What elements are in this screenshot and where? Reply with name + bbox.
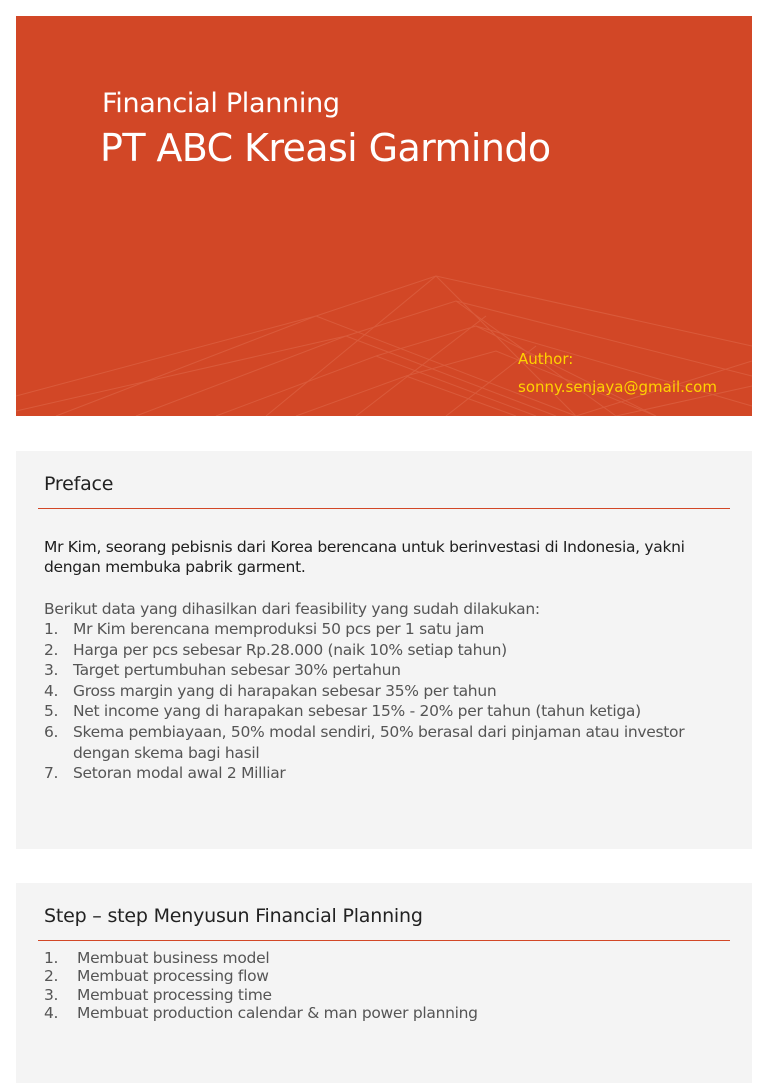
feasibility-list xyxy=(44,619,734,784)
item-number: 4. xyxy=(44,681,59,700)
list-item xyxy=(44,986,734,1004)
steps-list xyxy=(44,949,734,1023)
list-item xyxy=(44,701,734,722)
item-number: 7. xyxy=(44,764,59,783)
list-item xyxy=(44,660,734,681)
item-text: Membuat production calendar & man power planning xyxy=(77,1004,478,1023)
item-text: Membuat business model xyxy=(77,949,270,967)
item-number: 4. xyxy=(44,1004,59,1023)
item-text: Skema pembiayaan, 50% modal sendiri, 50% berasal dari pinjaman atau investor dengan skema bagi hasil xyxy=(73,722,685,762)
list-item xyxy=(44,722,734,763)
intro-paragraph: Mr Kim, seorang pebisnis dari Korea berencana untuk berinvestasi di Indonesia, yakni dengan membuka pabrik garment. xyxy=(44,538,685,576)
list-item xyxy=(44,681,734,702)
title-divider xyxy=(38,508,730,509)
diamond-grid-pattern xyxy=(16,16,752,416)
presentation-subtitle: Financial Planning xyxy=(102,88,340,119)
item-text: Setoran modal awal 2 Milliar xyxy=(73,764,286,783)
item-text: Mr Kim berencana memproduksi 50 pcs per 1 satu jam xyxy=(73,620,485,638)
list-item xyxy=(44,619,734,640)
title-divider xyxy=(38,940,730,941)
item-number: 2. xyxy=(44,967,59,986)
title-slide xyxy=(16,16,752,416)
item-number: 3. xyxy=(44,985,59,1004)
item-number: 1. xyxy=(44,620,59,638)
item-text: Harga per pcs sebesar Rp.28.000 (naik 10% setiap tahun) xyxy=(73,640,507,659)
item-number: 3. xyxy=(44,661,59,680)
list-item xyxy=(44,967,734,985)
item-number: 5. xyxy=(44,702,59,721)
item-text: Net income yang di harapakan sebesar 15% - 20% per tahun (tahun ketiga) xyxy=(73,702,641,721)
list-item xyxy=(44,640,734,661)
list-item xyxy=(44,1004,734,1022)
list-heading: Berikut data yang dihasilkan dari feasibility yang sudah dilakukan: xyxy=(44,600,540,618)
list-item xyxy=(44,763,734,784)
item-number: 1. xyxy=(44,949,59,967)
list-item xyxy=(44,949,734,967)
author-email: sonny.senjaya@gmail.com xyxy=(518,378,717,396)
item-text: Target pertumbuhan sebesar 30% pertahun xyxy=(73,661,401,680)
slide-title: Preface xyxy=(44,473,114,495)
item-text: Membuat processing time xyxy=(77,985,272,1004)
author-label: Author: xyxy=(518,350,574,368)
steps-slide xyxy=(16,883,752,1083)
slide-title: Step – step Menyusun Financial Planning xyxy=(44,905,423,927)
preface-slide xyxy=(16,451,752,849)
presentation-title: PT ABC Kreasi Garmindo xyxy=(100,126,551,170)
item-text: Gross margin yang di harapakan sebesar 35% per tahun xyxy=(73,681,497,700)
item-number: 6. xyxy=(44,722,59,741)
item-text: Membuat processing flow xyxy=(77,967,269,986)
item-number: 2. xyxy=(44,640,59,659)
